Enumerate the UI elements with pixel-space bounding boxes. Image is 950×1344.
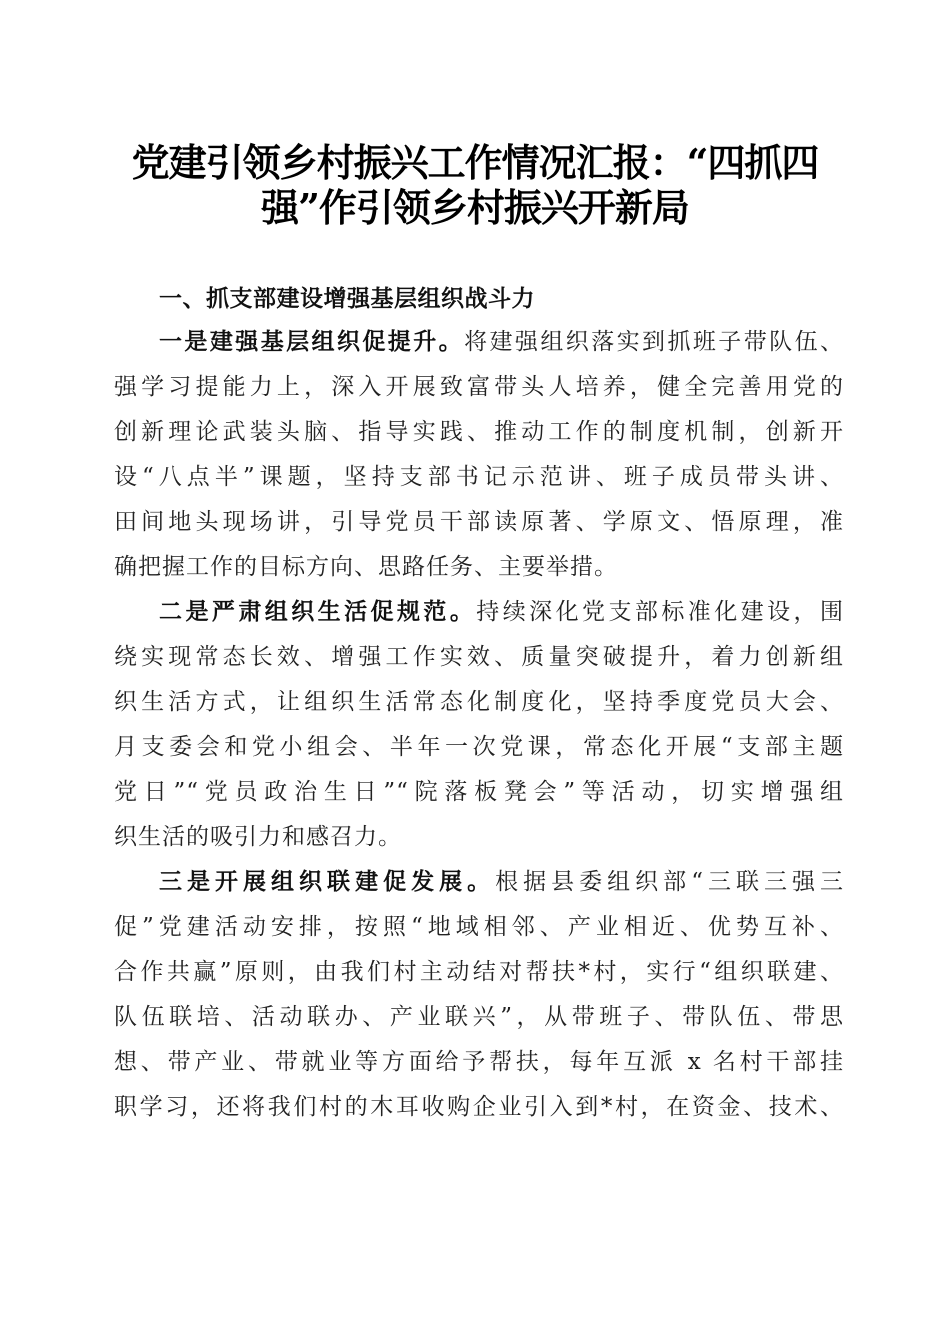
paragraph-1-line-3: 创新理论武装头脑、指导实践、推动工作的制度机制，创新开 xyxy=(114,419,844,445)
paragraph-2-line-3: 织生活方式，让组织生活常态化制度化，坚持季度党员大会、 xyxy=(114,689,844,715)
document-title-line-2: 强”作引领乡村振兴开新局 xyxy=(261,185,689,230)
paragraph-1-line-1 xyxy=(159,327,844,357)
section-heading: 一、抓支部建设增强基层组织战斗力 xyxy=(159,286,535,312)
paragraph-1-line-6: 确把握工作的目标方向、思路任务、主要举措。 xyxy=(114,554,618,580)
paragraph-2-line-2: 绕实现常态长效、增强工作实效、质量突破提升，着力创新组 xyxy=(114,644,844,670)
paragraph-1-line-5: 田间地头现场讲，引导党员干部读原著、学原文、悟原理，准 xyxy=(114,509,844,535)
paragraph-3-line-1 xyxy=(159,867,844,897)
paragraph-3-text: 根据县委组织部“三联三强三 xyxy=(495,869,845,895)
paragraph-2-text: 持续深化党支部标准化建设，围 xyxy=(476,599,845,625)
paragraph-3-line-5: 想、带产业、带就业等方面给予帮扶，每年互派 x 名村干部挂 xyxy=(114,1049,844,1075)
paragraph-2-lead: 二是严肃组织生活促规范。 xyxy=(159,598,477,625)
paragraph-2-line-5: 党日”“党员政治生日”“院落板凳会”等活动，切实增强组 xyxy=(114,779,844,805)
paragraph-1-line-4: 设“八点半”课题，坚持支部书记示范讲、班子成员带头讲、 xyxy=(114,464,844,490)
paragraph-3-line-3: 合作共赢”原则，由我们村主动结对帮扶*村，实行“组织联建、 xyxy=(114,959,844,985)
paragraph-1-line-2: 强学习提能力上，深入开展致富带头人培养，健全完善用党的 xyxy=(114,374,844,400)
paragraph-3-line-4: 队伍联培、活动联办、产业联兴”，从带班子、带队伍、带思 xyxy=(114,1004,844,1030)
paragraph-3-line-2: 促”党建活动安排，按照“地域相邻、产业相近、优势互补、 xyxy=(114,914,844,940)
document-title-line-1: 党建引领乡村振兴工作情况汇报：“四抓四 xyxy=(131,140,819,185)
paragraph-2-line-6: 织生活的吸引力和感召力。 xyxy=(114,824,402,850)
paragraph-2-line-1 xyxy=(159,597,844,627)
paragraph-1-lead: 一是建强基层组织促提升。 xyxy=(159,328,465,355)
paragraph-3-line-6: 职学习，还将我们村的木耳收购企业引入到*村，在资金、技术、 xyxy=(114,1094,844,1120)
paragraph-2-line-4: 月支委会和党小组会、半年一次党课，常态化开展“支部主题 xyxy=(114,734,844,760)
paragraph-3-lead: 三是开展组织联建促发展。 xyxy=(159,868,496,895)
paragraph-1-text: 将建强组织落实到抓班子带队伍、 xyxy=(464,329,845,355)
